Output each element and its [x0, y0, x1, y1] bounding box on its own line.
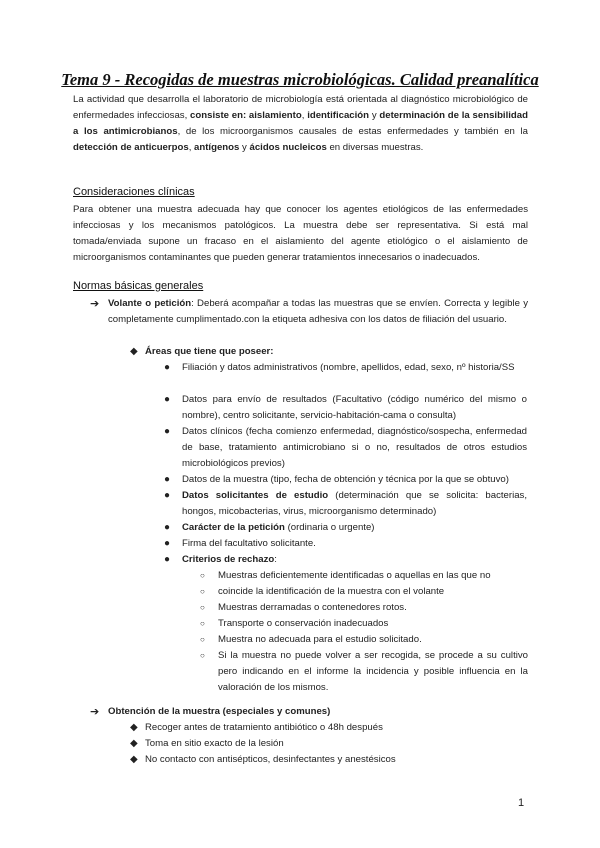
circle-bullet-icon: ○ — [200, 619, 205, 628]
intro-text-4: , de los microorganismos causales de estas enfermedades y también en la — [177, 126, 528, 137]
dot-bullet-icon: ● — [164, 490, 171, 501]
arrow-bullet-icon: ➔ — [90, 298, 100, 310]
areas-item: Carácter de la petición (ordinaria o urgente) — [182, 522, 375, 533]
circle-bullet-icon: ○ — [200, 651, 205, 660]
areas-item: Datos clínicos (fecha comienzo enfermedad, diagnóstico/sospecha, enfermedad de base, tratamiento antimicrobiano si o no, resultados de otros estudios microbiológicos previos) — [182, 426, 527, 469]
volante-text: : Deberá acompañar a todas las muestras que se envíen. Correcta y legible y completamente cumplimentado.con la etiqueta adhesiva con los datos de filiación del usuario. — [108, 298, 528, 325]
dot-bullet-icon: ● — [164, 394, 171, 405]
obtencion-item: Recoger antes de tratamiento antibiótico o 48h después — [145, 722, 383, 733]
areas-heading — [145, 344, 525, 360]
obtencion-heading — [108, 704, 528, 720]
areas-label: Áreas que tiene que poseer — [145, 346, 271, 357]
section-heading-consideraciones: Consideraciones clínicas — [73, 186, 195, 198]
areas-item: Datos solicitantes de estudio (determinación que se solicita: bacterias, hongos, micobacterias, virus, microorganismo determinado) — [182, 490, 527, 517]
intro-text-7: en diversas muestras. — [326, 142, 424, 153]
areas-item: Firma del facultativo solicitante. — [182, 538, 316, 549]
page-title: Tema 9 - Recogidas de muestras microbiológicas. Calidad preanalítica — [61, 70, 539, 89]
intro-text-3: y — [369, 110, 380, 121]
dot-bullet-icon: ● — [164, 426, 171, 437]
intro-bold-4: detección de anticuerpos — [73, 142, 189, 153]
intro-bold-5: antígenos — [194, 142, 240, 153]
dot-bullet-icon: ● — [164, 474, 171, 485]
dot-bullet-icon: ● — [164, 362, 171, 373]
rechazo-item: Muestras derramadas o contenedores rotos. — [218, 602, 407, 613]
intro-text-1: La actividad que desarrolla el laboratorio de microbiología está orientada al diagnóstico microbiológico de enfermedades infecciosas, — [73, 94, 528, 121]
areas-item: Filiación y datos administrativos (nombre, apellidos, edad, sexo, nº historia/SS — [182, 362, 515, 373]
obtencion-item: No contacto con antisépticos, desinfectantes y anestésicos — [145, 754, 396, 765]
intro-bold-6: ácidos nucleicos — [249, 142, 327, 153]
dot-bullet-icon: ● — [164, 522, 171, 533]
intro-text-5: , — [188, 142, 195, 153]
diamond-bullet-icon: ◆ — [130, 722, 138, 733]
obtencion-item: Toma en sitio exacto de la lesión — [145, 738, 284, 749]
dot-bullet-icon: ● — [164, 554, 171, 565]
circle-bullet-icon: ○ — [200, 571, 205, 580]
rechazo-item: Muestra no adecuada para el estudio solicitado. — [218, 634, 422, 645]
diamond-bullet-icon: ◆ — [130, 346, 138, 357]
areas-item: Criterios de rechazo: — [182, 554, 277, 565]
diamond-bullet-icon: ◆ — [130, 738, 138, 749]
areas-colon: : — [270, 346, 274, 357]
volante-item — [108, 296, 528, 328]
circle-bullet-icon: ○ — [200, 587, 205, 596]
section-text-consideraciones: Para obtener una muestra adecuada hay que conocer los agentes etiológicos de las enfermedades infecciosas y los mecanismos patológicos. La muestra debe ser representativa. Si está mal tomada/enviada supone un fracaso en el aislamiento del agente etiológico o el aislamiento de microorganismos contaminantes que pueden generar tratamientos innecesarios o inadecuados. — [73, 204, 528, 263]
intro-text-6: y — [239, 142, 250, 153]
obtencion-label: Obtención de la muestra (especiales y comunes) — [108, 706, 331, 717]
intro-bold-2: identificación — [307, 110, 370, 121]
arrow-bullet-icon: ➔ — [90, 706, 100, 718]
intro-text-2: , — [301, 110, 308, 121]
circle-bullet-icon: ○ — [200, 603, 205, 612]
intro-bold-3: determinación de la sensibilidad a los antimicrobianos — [73, 110, 528, 137]
rechazo-item: Muestras deficientemente identificadas o aquellas en las que no — [218, 570, 491, 581]
intro-paragraph — [73, 92, 528, 156]
rechazo-item: Transporte o conservación inadecuados — [218, 618, 389, 629]
rechazo-item: coincide la identificación de la muestra con el volante — [218, 586, 445, 597]
areas-item: Datos para envío de resultados (Facultativo (código numérico del mismo o nombre), centro solicitante, servicio-habitación-cama o consulta) — [182, 394, 527, 421]
areas-item: Datos de la muestra (tipo, fecha de obtención y técnica por la que se obtuvo) — [182, 474, 509, 485]
circle-bullet-icon: ○ — [200, 635, 205, 644]
dot-bullet-icon: ● — [164, 538, 171, 549]
section-heading-normas: Normas básicas generales — [73, 280, 204, 292]
page-number: 1 — [518, 797, 525, 809]
rechazo-item: Si la muestra no puede volver a ser recogida, se procede a su cultivo pero indicando en el informe la incidencia y posible influencia en la valoración de los mismos. — [218, 650, 528, 693]
volante-label: Volante o petición — [108, 298, 192, 309]
diamond-bullet-icon: ◆ — [130, 754, 138, 765]
intro-bold-1: consiste en: aislamiento — [190, 110, 302, 121]
